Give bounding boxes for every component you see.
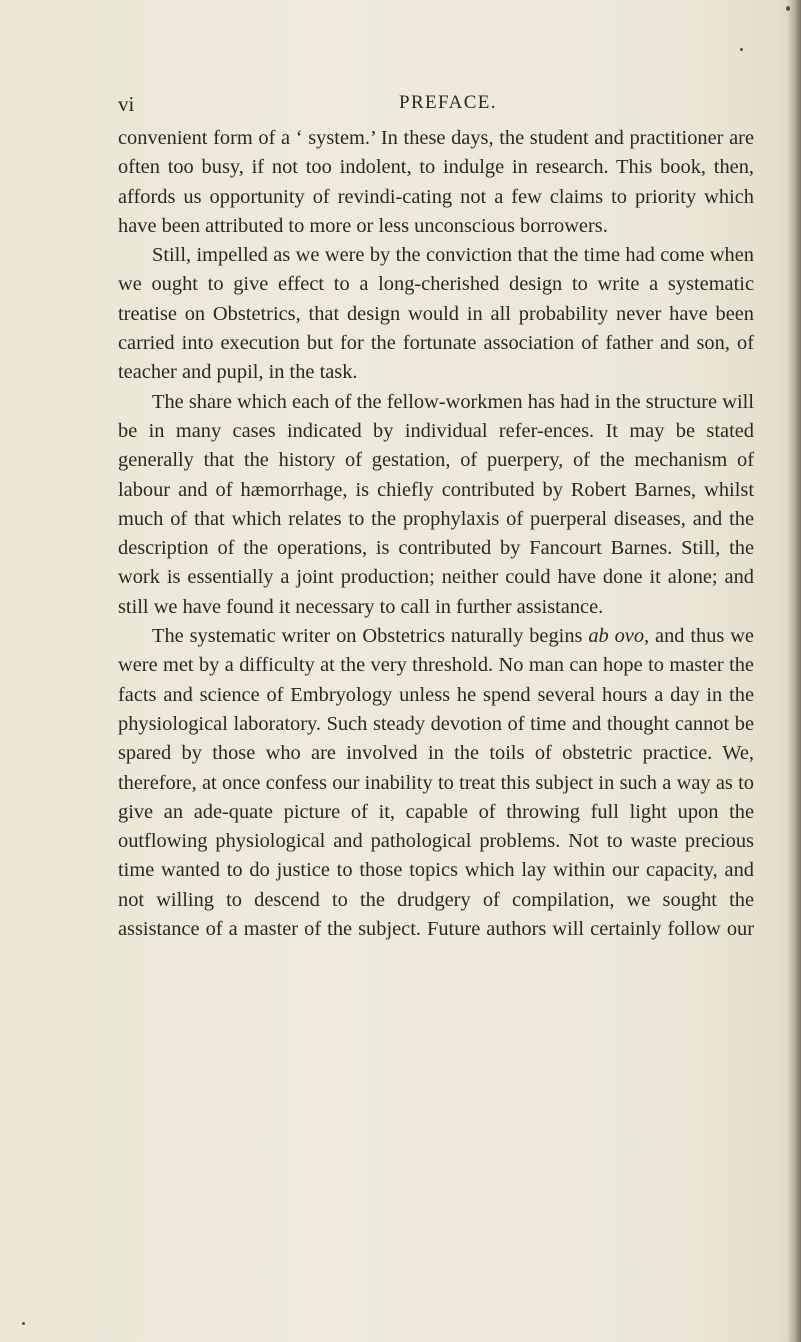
running-head: PREFACE. bbox=[399, 92, 497, 113]
paragraph-1: convenient form of a ‘ system.’ In these days, the student and practitioner are often too busy, if not too indolent, to indulge in research. This book, then, affords us opportunity of revindi-cating not a few claims to priority which have been attributed to more or less unconscious borrowers. bbox=[118, 127, 754, 237]
print-speck bbox=[22, 1322, 25, 1325]
print-speck bbox=[786, 6, 790, 11]
page-number: vi bbox=[118, 92, 135, 116]
paragraph-4 bbox=[118, 622, 754, 944]
print-speck bbox=[740, 48, 743, 51]
paragraph-4-rest: and thus we were met by a difficulty at the very threshold. No man can hope to master the facts and science of Embryology unless he spend several hours a day in the physiological laboratory. Such steady devotion of time and thought cannot be spared by those who are involved in the toils of obstetric practice. We, therefore, at once confess our inability to treat this subject in such a way as to give an ade-quate picture of it, capable of throwing full light upon the outflowing physiological and pathological problems. Not to waste precious time wanted to do justice to those topics which lay within our capacity, and not willing to descend to the drudgery of compilation, we sought the assistance of a master of the subject. Future authors will certainly follow our bbox=[118, 625, 754, 941]
paragraph-2: Still, impelled as we were by the conviction that the time had come when we ought to give effect to a long-cherished design to write a systematic treatise on Obstetrics, that design would in all probability never have been carried into execution but for the fortunate association of father and son, of teacher and pupil, in the task. bbox=[118, 244, 754, 384]
paragraph-3: The share which each of the fellow-workmen has had in the structure will be in many cases indicated by individual refer-ences. It may be stated generally that the history of gestation, of puerpery, of the mechanism of labour and of hæmorrhage, is chiefly contributed by Robert Barnes, whilst much of that which relates to the prophylaxis of puerperal diseases, and the description of the operations, is contributed by Fancourt Barnes. Still, the work is essentially a joint production; neither could have done it alone; and still we have found it necessary to call in further assistance. bbox=[118, 390, 754, 618]
page-header bbox=[118, 92, 698, 122]
latin-phrase: ab ovo, bbox=[588, 625, 650, 648]
paragraph-4-start: The systematic writer on Obstetrics naturally begins bbox=[152, 625, 583, 648]
page-edge-shadow bbox=[787, 0, 801, 1342]
body-text bbox=[118, 124, 754, 944]
